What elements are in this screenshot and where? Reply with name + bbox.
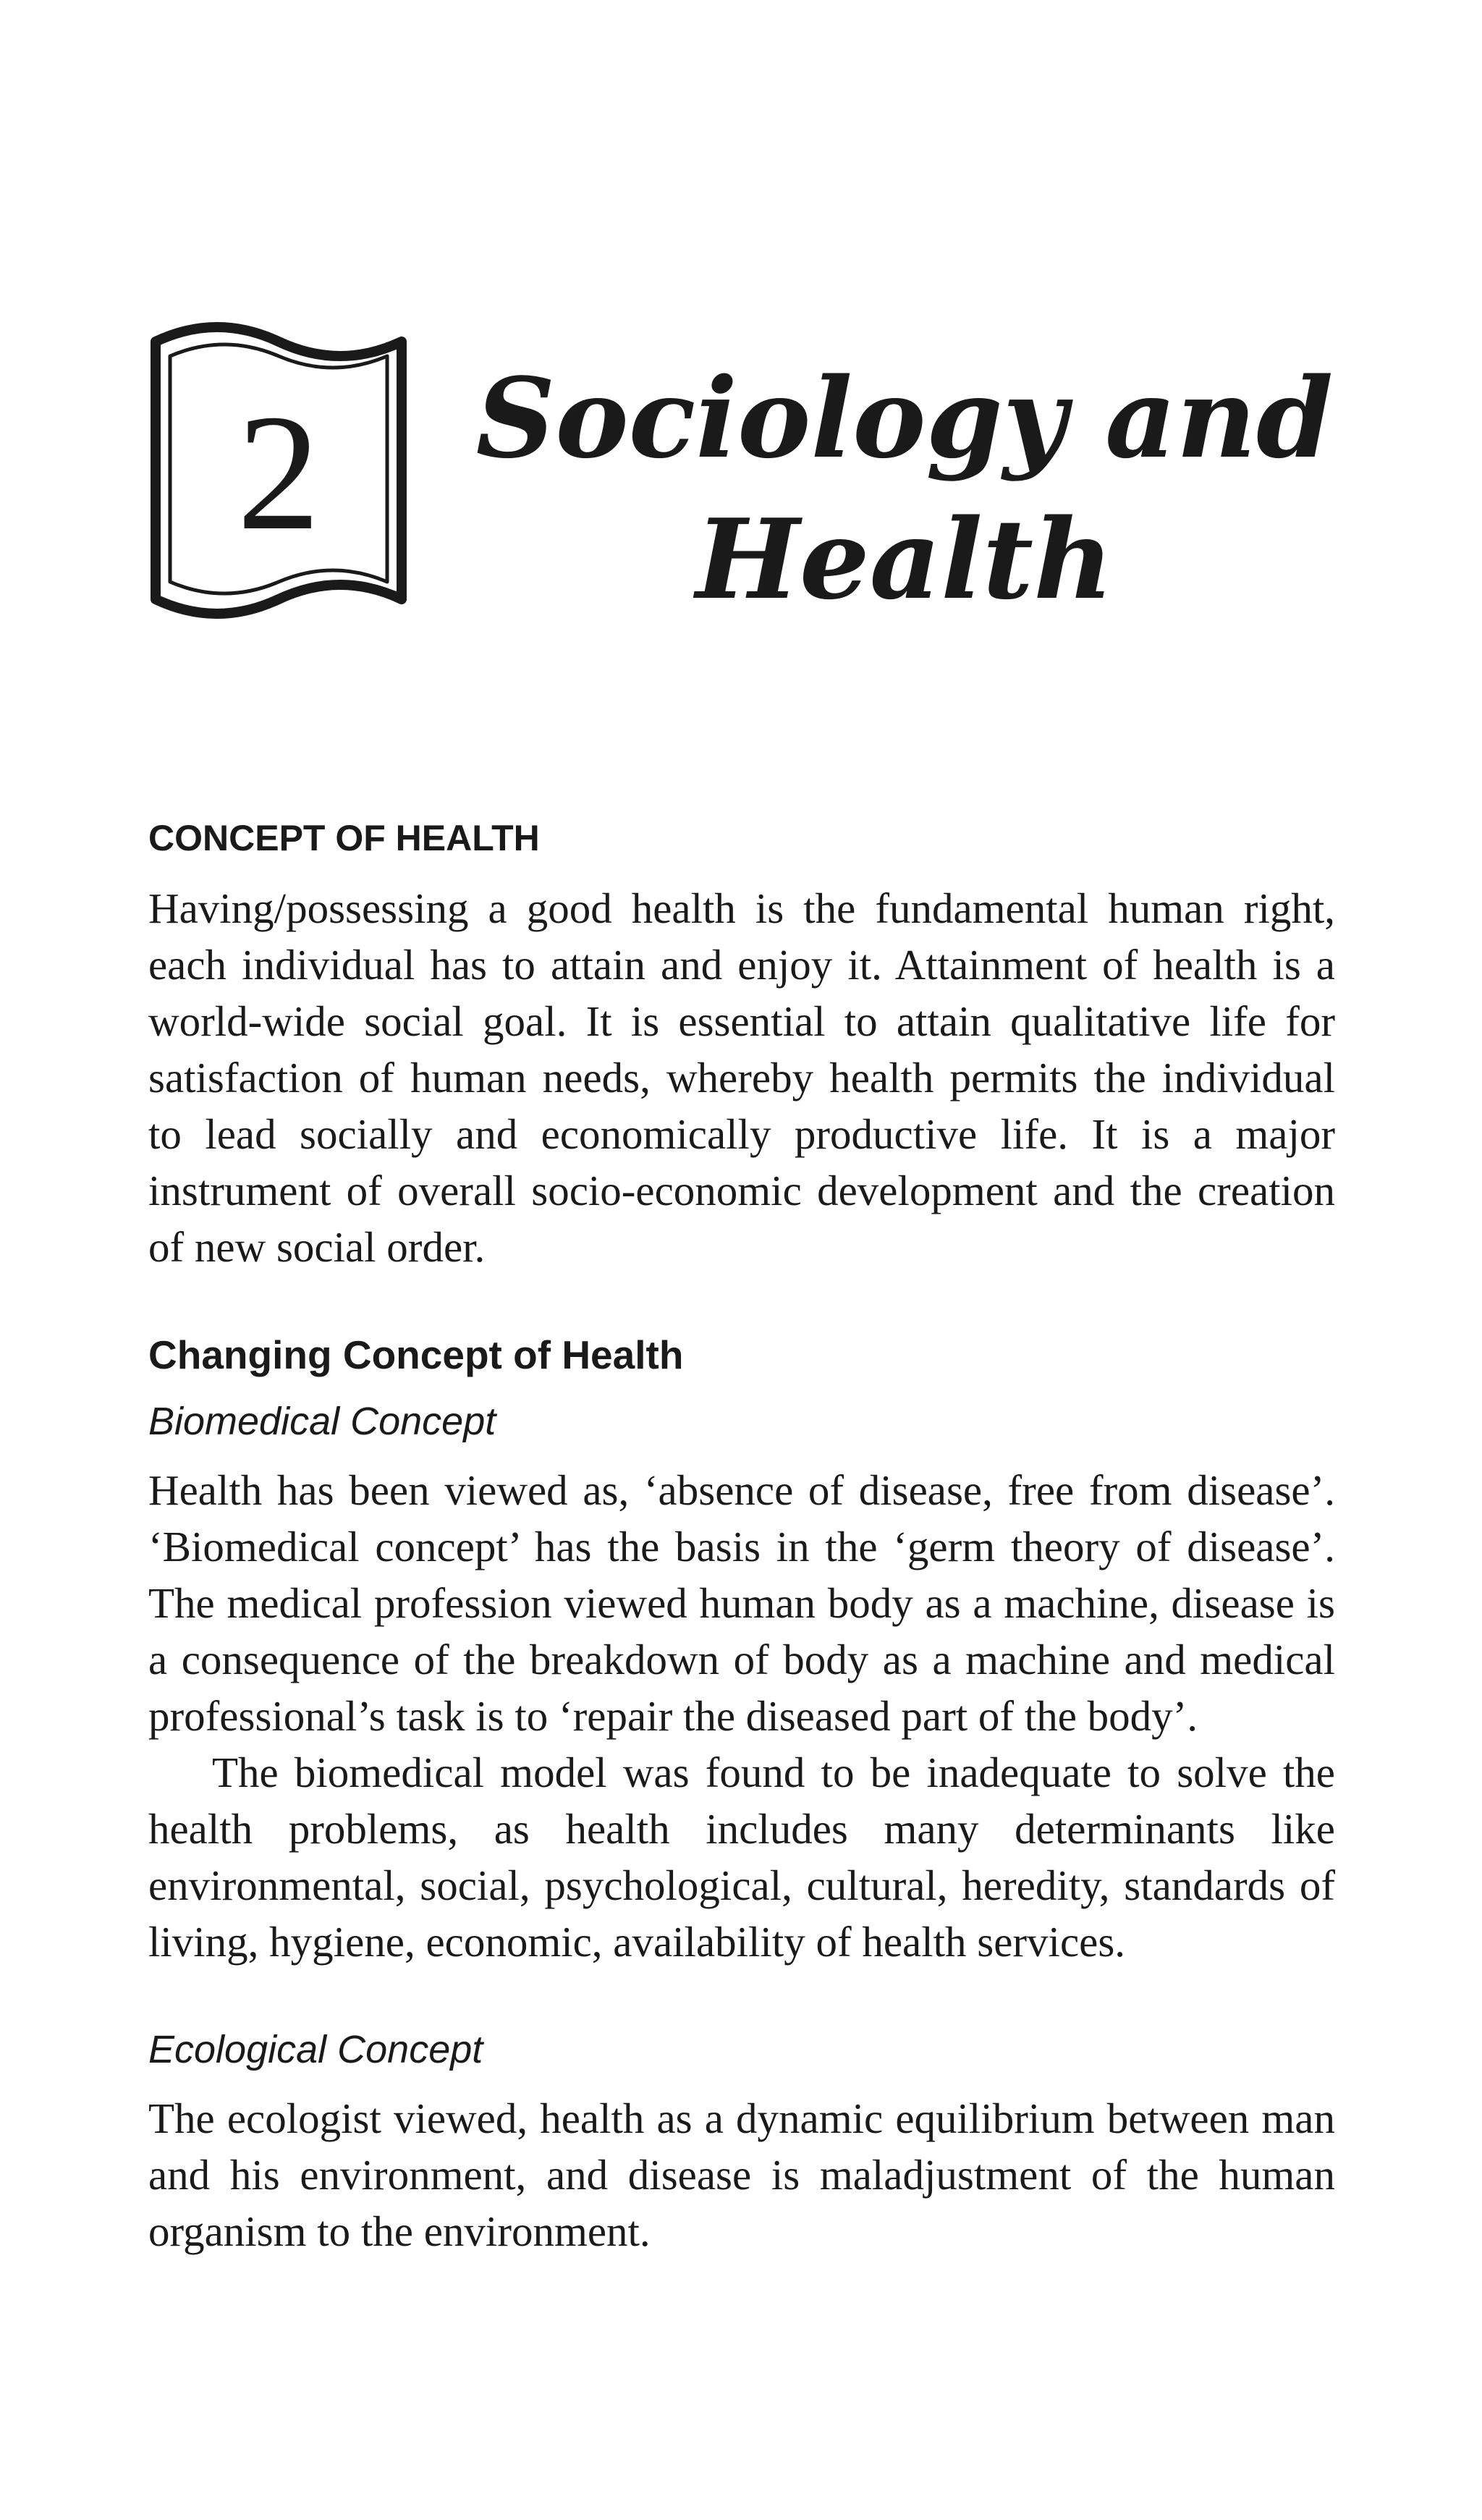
biomedical-paragraph-1: Health has been viewed as, ‘absence of disease, free from disease’. ‘Biomedical concept’ has the basis in the ‘germ theory of disease’. The medical profession viewed human body as a machine, disease is a consequence of the breakdown of body as a machine and medical professional’s task is to ‘repair the diseased part of the body’. xyxy=(148,1466,1335,1740)
biomedical-paragraph-2: The biomedical model was found to be inadequate to solve the health problems, as health includes many determinants like environmental, social, psychological, cultural, heredity, standards of living, hygiene, economic, availability of health services. xyxy=(148,1749,1335,1966)
page-content xyxy=(148,809,1335,2259)
ecological-paragraph: The ecologist viewed, health as a dynamic equilibrium between man and his environment, and disease is maladjustment of the human organism to the environment. xyxy=(148,2094,1335,2255)
chapter-title xyxy=(463,347,1346,630)
concept-of-health-heading: CONCEPT OF HEALTH xyxy=(148,818,540,858)
concept-of-health-paragraph: Having/possessing a good health is the fundamental human right, each individual has to attain and enjoy it. Attainment of health is a world-wide social goal. It is essential to attain qualitative life for satisfaction of human needs, whereby health permits the individual to lead socially and economically productive life. It is a major instrument of overall socio-economic development and the creation of new social order. xyxy=(148,884,1335,1271)
scroll-banner-icon xyxy=(148,318,409,622)
chapter-title-line-1: Sociology and xyxy=(475,353,1334,483)
chapter-title-line-2: Health xyxy=(695,494,1114,624)
chapter-number: 2 xyxy=(237,380,321,565)
biomedical-concept-heading: Biomedical Concept xyxy=(148,1400,496,1443)
ecological-concept-heading: Ecological Concept xyxy=(148,2028,483,2071)
changing-concept-heading: Changing Concept of Health xyxy=(148,1332,684,1377)
chapter-number-badge xyxy=(148,318,409,622)
